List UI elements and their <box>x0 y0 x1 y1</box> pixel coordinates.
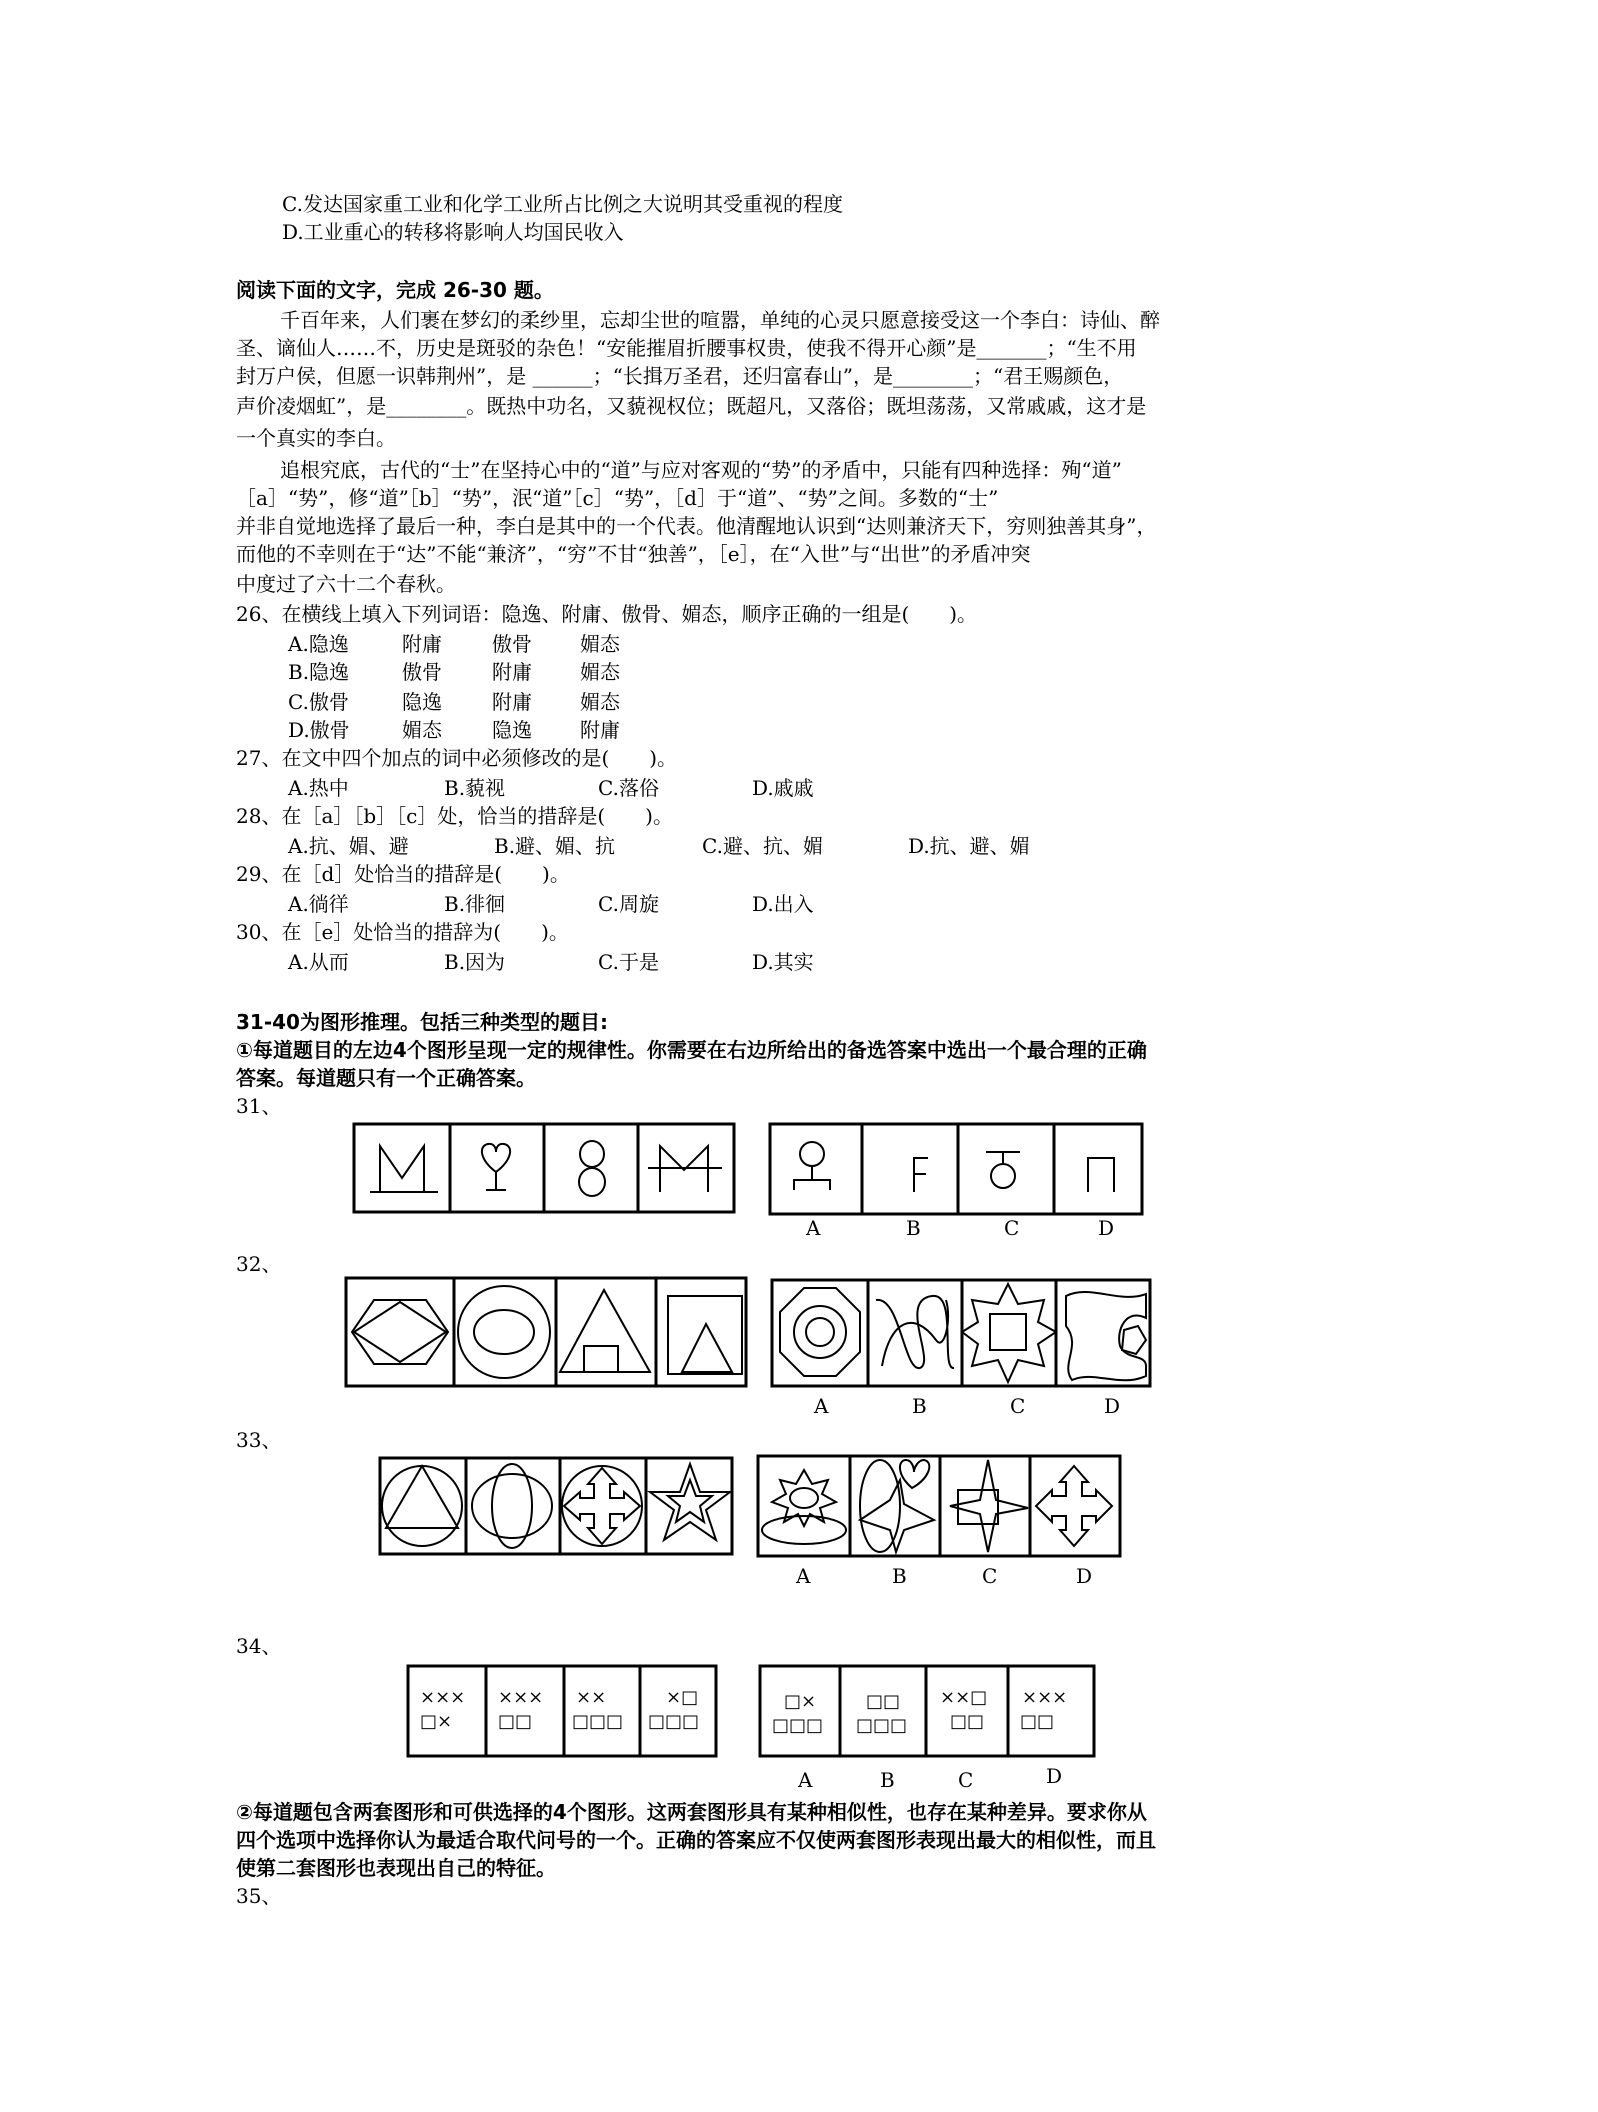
reading-p2-line: 而他的不幸则在于“达”不能“兼济”，“穷”不甘“独善”，［e］，在“入世”与“出世”的矛盾冲突 <box>236 542 1031 566</box>
circle-icon <box>458 1286 550 1378</box>
q33-number: 33、 <box>236 1428 282 1452</box>
q27-option-c: C.落俗 <box>598 776 659 800</box>
q30-stem: 30、在［e］处恰当的措辞为( )。 <box>236 920 569 944</box>
figure-type2-line: 使第二套图形也表现出自己的特征。 <box>236 1856 556 1880</box>
reading-p2-line: 中度过了六十二个春秋。 <box>236 572 456 596</box>
q33-label-c: C <box>982 1564 998 1588</box>
q35-number: 35、 <box>236 1884 282 1908</box>
diamond-icon <box>354 1302 446 1362</box>
q26-option: D.傲骨 <box>288 718 350 742</box>
reading-heading: 阅读下面的文字，完成 26-30 题。 <box>236 278 554 302</box>
reading-p2-line: ［a］“势”，修“道”［b］“势”，泯“道”［c］“势”，［d］于“道”、“势”之间。多数的“士” <box>236 486 999 510</box>
circle-icon <box>382 1466 462 1546</box>
q32-label-a: A <box>814 1394 829 1418</box>
q34-option-a-top: □× <box>784 1691 817 1712</box>
loops-icon <box>876 1296 954 1368</box>
q26-option-word: 附庸 <box>580 718 620 742</box>
q32-label-c: C <box>1010 1394 1026 1418</box>
q34-label-b: B <box>880 1768 895 1792</box>
q28-option-b: B.避、媚、抗 <box>494 834 616 858</box>
m-shape-icon <box>380 1146 424 1192</box>
q32-question-figures <box>346 1278 746 1386</box>
f-shape-icon <box>914 1158 928 1192</box>
q27-option-b: B.藐视 <box>444 776 506 800</box>
q34-label-a: A <box>798 1768 813 1792</box>
q32-label-b: B <box>912 1394 927 1418</box>
q32-number: 32、 <box>236 1252 282 1276</box>
q34-option-c-top: ××□ <box>940 1687 988 1708</box>
q34-answer-frame <box>760 1666 1094 1756</box>
circle-stand-icon <box>800 1142 824 1166</box>
figure-section-title: 31-40为图形推理。包括三种类型的题目: <box>236 1010 608 1034</box>
q26-option-word: 媚态 <box>580 632 620 656</box>
q34-left-cell-1-bottom: □× <box>420 1711 453 1732</box>
q26-option-word: 傲骨 <box>492 632 532 656</box>
q34-left-cell-1-top: ××× <box>420 1687 466 1708</box>
q34-number: 34、 <box>236 1634 282 1658</box>
q26-stem: 26、在横线上填入下列词语：隐逸、附庸、傲骨、媚态，顺序正确的一组是( )。 <box>236 602 978 626</box>
square-icon <box>958 1490 998 1524</box>
q34-option-a-bottom: □□□ <box>772 1715 824 1736</box>
q34-left-cell-3-top: ×× <box>576 1687 607 1708</box>
q32-label-d: D <box>1104 1394 1121 1418</box>
blob-icon <box>1066 1292 1146 1380</box>
q27-stem: 27、在文中四个加点的词中必须修改的是( )。 <box>236 746 678 770</box>
q30-option-a: A.从而 <box>288 950 349 974</box>
q34-option-d-top: ××× <box>1022 1687 1068 1708</box>
figure-eight-icon <box>580 1141 604 1167</box>
figure-type2-line: 四个选项中选择你认为最适合取代问号的一个。正确的答案应不仅使两套图形表现出最大的相似性，而且 <box>236 1828 1156 1852</box>
option-c-text: C.发达国家重工业和化学工业所占比例之大说明其受重视的程度 <box>282 192 843 216</box>
q26-option: C.傲骨 <box>288 690 349 714</box>
ellipse-icon <box>474 1310 534 1354</box>
four-point-star-icon <box>950 1460 1028 1552</box>
q34-label-c: C <box>958 1768 974 1792</box>
reading-p1-line: 千百年来，人们裹在梦幻的柔纱里，忘却尘世的喧嚣，单纯的心灵只愿意接受这一个李白：诗仙、醉 <box>280 308 1160 332</box>
q28-option-d: D.抗、避、媚 <box>908 834 1030 858</box>
q34-option-c-bottom: □□ <box>950 1711 985 1732</box>
q26-option-word: 附庸 <box>492 660 532 684</box>
ellipse-icon <box>492 1464 532 1548</box>
q30-option-b: B.因为 <box>444 950 506 974</box>
q33-question-figures <box>380 1458 732 1554</box>
q31-label-d: D <box>1098 1216 1115 1240</box>
q31-label-c: C <box>1004 1216 1020 1240</box>
reading-p1-line: 一个真实的李白。 <box>236 426 396 450</box>
q27-option-d: D.戚戚 <box>752 776 814 800</box>
q33-label-a: A <box>796 1564 811 1588</box>
reading-p1-line: 封万户侯，但愿一识韩荆州”，是 ______；“长揖万圣君，还归富春山”，是________；“君王赐颜色， <box>236 364 1124 388</box>
reading-p1-line: 声价凌烟虹”，是________。既热中功名，又藐视权位；既超凡，又落俗；既坦荡荡，又常戚戚，这才是 <box>236 394 1147 418</box>
circle-icon <box>562 1466 642 1546</box>
q26-option-word: 隐逸 <box>492 718 532 742</box>
q26-option-word: 媚态 <box>580 660 620 684</box>
q31-label-a: A <box>806 1216 821 1240</box>
q28-option-a: A.抗、媚、避 <box>288 834 409 858</box>
q31-answer-figures <box>770 1124 1142 1214</box>
octagon-icon <box>780 1288 860 1376</box>
ellipse-icon <box>762 1516 846 1544</box>
reading-p1-line: 圣、谪仙人……不，历史是斑驳的杂色！“安能摧眉折腰事权贵，使我不得开心颜”是_______；“生不用 <box>236 336 1137 360</box>
hexagon-icon <box>352 1300 448 1364</box>
q28-stem: 28、在［a］［b］［c］处，恰当的措辞是( )。 <box>236 804 673 828</box>
option-d-text: D.工业重心的转移将影响人均国民收入 <box>282 220 624 244</box>
triangle-icon <box>682 1324 732 1372</box>
square-icon <box>990 1314 1026 1350</box>
q26-option: B.隐逸 <box>288 660 350 684</box>
triangle-icon <box>560 1290 650 1372</box>
arrow-cross-icon <box>564 1468 640 1544</box>
q34-left-cell-2-top: ××× <box>498 1687 544 1708</box>
heart-icon <box>900 1460 929 1488</box>
q27-option-a: A.热中 <box>288 776 349 800</box>
square-icon <box>584 1346 618 1372</box>
arrow-cross-icon <box>1036 1466 1112 1546</box>
q29-option-b: B.徘徊 <box>444 892 506 916</box>
q26-option: A.隐逸 <box>288 632 349 656</box>
star-icon <box>860 1480 934 1552</box>
q33-label-b: B <box>892 1564 907 1588</box>
figure-type1-line: ①每道题目的左边4个图形呈现一定的规律性。你需要在右边所给出的备选答案中选出一个最合理的正确 <box>236 1038 1147 1062</box>
q26-option-word: 傲骨 <box>402 660 442 684</box>
q30-option-d: D.其实 <box>752 950 814 974</box>
heart-icon <box>482 1144 510 1172</box>
q34-question-frame <box>408 1666 716 1756</box>
q26-option-word: 附庸 <box>402 632 442 656</box>
star-icon <box>962 1284 1056 1382</box>
q31-number: 31、 <box>236 1094 282 1118</box>
q26-option-word: 隐逸 <box>402 690 442 714</box>
reading-p2-line: 追根究底，古代的“士”在坚持心中的“道”与应对客观的“势”的矛盾中，只能有四种选择：殉“道” <box>280 458 1122 482</box>
reading-p2-line: 并非自觉地选择了最后一种，李白是其中的一个代表。他清醒地认识到“达则兼济天下，穷则独善其身”， <box>236 514 1157 538</box>
q29-option-a: A.徜徉 <box>288 892 349 916</box>
q29-option-d: D.出入 <box>752 892 814 916</box>
square-icon <box>668 1296 742 1374</box>
q33-answer-figures <box>758 1456 1120 1556</box>
q26-option-word: 媚态 <box>402 718 442 742</box>
q34-left-cell-2-bottom: □□ <box>498 1711 533 1732</box>
q34-option-b-top: □□ <box>866 1691 901 1712</box>
q26-option-word: 媚态 <box>580 690 620 714</box>
q26-option-word: 附庸 <box>492 690 532 714</box>
q32-answer-figures <box>772 1280 1150 1386</box>
figure-type2-line: ②每道题包含两套图形和可供选择的4个图形。这两套图形具有某种相似性，也存在某种差异。要求你从 <box>236 1800 1147 1824</box>
q33-label-d: D <box>1076 1564 1093 1588</box>
q31-label-b: B <box>906 1216 921 1240</box>
figure-type1-line: 答案。每道题只有一个正确答案。 <box>236 1066 536 1090</box>
q34-option-b-bottom: □□□ <box>856 1715 908 1736</box>
star-icon <box>650 1464 730 1540</box>
pi-shape-icon <box>1088 1158 1114 1192</box>
q30-option-c: C.于是 <box>598 950 659 974</box>
q28-option-c: C.避、抗、媚 <box>702 834 823 858</box>
q34-option-d-bottom: □□ <box>1020 1711 1055 1732</box>
q34-left-cell-3-bottom: □□□ <box>572 1711 624 1732</box>
q29-option-c: C.周旋 <box>598 892 659 916</box>
q29-stem: 29、在［d］处恰当的措辞是( )。 <box>236 862 570 886</box>
q34-left-cell-4-bottom: □□□ <box>648 1711 700 1732</box>
q34-label-d: D <box>1046 1764 1063 1788</box>
q31-question-figures <box>354 1124 734 1212</box>
q34-left-cell-4-top: ×□ <box>666 1687 699 1708</box>
